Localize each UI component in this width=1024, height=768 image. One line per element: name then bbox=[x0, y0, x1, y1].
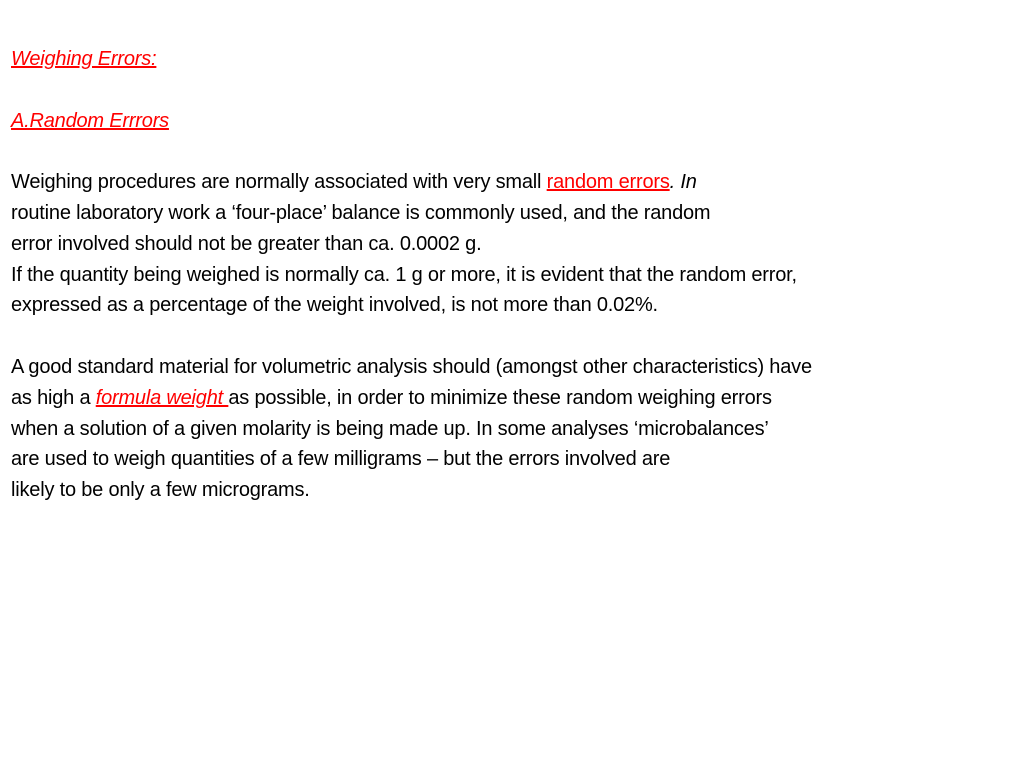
blank-line bbox=[11, 75, 1016, 106]
slide-text-body bbox=[11, 44, 1016, 506]
p2-line2-post: as possible, in order to minimize these random weighing errors bbox=[228, 386, 772, 409]
paragraph2-line1: A good standard material for volumetric analysis should (amongst other characteristics) have bbox=[11, 355, 812, 378]
paragraph2-line5: likely to be only a few micrograms. bbox=[11, 479, 310, 502]
paragraph1-line2: routine laboratory work a ‘four-place’ balance is commonly used, and the random bbox=[11, 201, 711, 224]
formula-weight-link[interactable]: formula weight bbox=[95, 386, 229, 409]
paragraph1-line3: error involved should not be greater than ca. 0.0002 g. bbox=[11, 232, 482, 255]
paragraph2-line4: are used to weigh quantities of a few milligrams – but the errors involved are bbox=[11, 448, 671, 471]
p2-line2-pre: as high a bbox=[11, 386, 96, 409]
paragraph1-line1 bbox=[11, 167, 1016, 198]
blank-line bbox=[11, 321, 1016, 352]
p1-line1-period: . bbox=[669, 171, 676, 194]
blank-line bbox=[11, 136, 1016, 167]
paragraph2-line2 bbox=[11, 383, 1016, 414]
random-errors-link[interactable]: random errors bbox=[546, 171, 670, 194]
paragraph2-line3: when a solution of a given molarity is being made up. In some analyses ‘microbalances’ bbox=[11, 417, 769, 440]
p1-line1-text: Weighing procedures are normally associated with very small bbox=[11, 171, 547, 194]
heading-line bbox=[11, 44, 1016, 75]
paragraph1-line4: If the quantity being weighed is normally ca. 1 g or more, it is evident that the random error, bbox=[11, 263, 797, 286]
subsection-heading: A.Random Errrors bbox=[11, 109, 169, 132]
section-heading: Weighing Errors: bbox=[11, 48, 157, 70]
paragraph1-line5: expressed as a percentage of the weight involved, is not more than 0.02%. bbox=[11, 294, 658, 317]
p1-line1-italic: In bbox=[675, 171, 697, 194]
subheading-line bbox=[11, 106, 1016, 137]
